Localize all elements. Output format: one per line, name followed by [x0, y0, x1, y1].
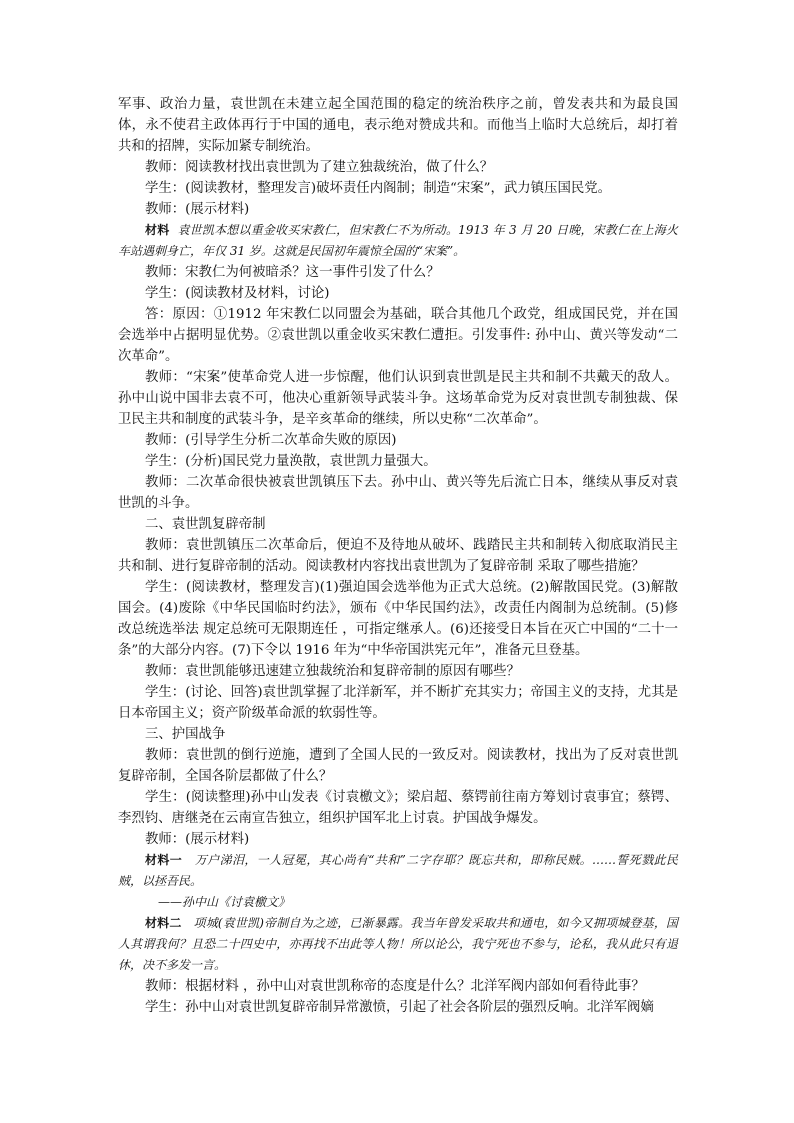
teacher-line: 教师：根据材料 ，孙中山对袁世凯称帝的态度是什么？北洋军阀内部如何看待此事？: [145, 979, 645, 994]
material-block: [118, 850, 678, 892]
material-label: 材料: [145, 223, 170, 237]
teacher-line: 教师：宋教仁为何被暗杀？这一事件引发了什么？: [145, 265, 440, 280]
answer-line: 答：原因：①1912 年宋教仁以同盟会为基础，联合其他几个政党，组成国民党，并在国会选举中占据明显优势。②袁世凯以重金收买宋教仁遭拒。引发事件: 孙中山、黄兴等发动“二次革命”。: [118, 307, 678, 364]
student-line: 学生：(阅读教材及材料，讨论): [145, 286, 330, 301]
student-line: 学生：(分析)国民党力量涣散，袁世凯力量强大。: [145, 454, 437, 469]
teacher-line: 教师：(展示材料): [145, 832, 250, 847]
student-line: 学生：孙中山对袁世凯复辟帝制异常激愤，引起了社会各阶层的强烈反响。北洋军阀嫡: [145, 1000, 654, 1015]
material-label: 材料一: [145, 853, 183, 867]
teacher-line: 教师：阅读教材找出袁世凯为了建立独裁统治，做了什么？: [145, 160, 494, 175]
material-source: ——孙中山《讨袁檄文》: [158, 895, 291, 909]
section-heading: 三、护国战争: [145, 727, 226, 742]
material-label: 材料二: [145, 916, 182, 930]
student-line: 学生：(阅读整理)孙中山发表《讨袁檄文》；梁启超、蔡锷前往南方筹划讨袁事宜；蔡锷、李烈钧、唐继尧在云南宣告独立，组织护国军北上讨袁。护国战争爆发。: [118, 790, 678, 826]
student-line: 学生：(讨论、回答)袁世凯掌握了北洋新军，并不断扩充其实力；帝国主义的支持，尤其是日本帝国主义；资产阶级革命派的软弱性等。: [118, 685, 678, 721]
material-block: [118, 913, 678, 976]
material-block: [118, 220, 678, 262]
teacher-line: 教师：袁世凯镇压二次革命后，便迫不及待地从破坏、践踏民主共和制转入彻底取消民主共和制、进行复辟帝制的活动。阅读教材内容找出袁世凯为了复辟帝制 采取了哪些措施？: [118, 538, 678, 574]
student-line: 学生：(阅读教材，整理发言)(1)强迫国会选举他为正式大总统。(2)解散国民党。(3)解散国会。(4)废除《中华民国临时约法》，颁布《中华民国约法》，改责任内阁制为总统制。(5)修改总统选举法 规定总统可无限期连任 ，可指定继承人。(6)还接受日本旨在灭亡中国的“二十一条”的大部分内容。(7)下令以 1916 年为“中华帝国洪宪元年”，准备元旦登基。: [118, 580, 678, 658]
teacher-line: 教师：袁世凯能够迅速建立独裁统治和复辟帝制的原因有哪些？: [145, 664, 520, 679]
teacher-line: 教师：(展示材料): [145, 202, 250, 217]
student-line: 学生：(阅读教材，整理发言)破坏责任内阁制；制造“宋案”，武力镇压国民党。: [145, 181, 612, 196]
teacher-line: 教师：“宋案”使革命党人进一步惊醒，他们认识到袁世凯是民主共和制不共戴天的敌人。孙中山说中国非去袁不可，他决心重新领导武装斗争。这场革命党为反对袁世凯专制独裁、保卫民主共和制度的武装斗争，是辛亥革命的继续，所以史称“二次革命”。: [118, 370, 678, 427]
section-heading: 二、袁世凯复辟帝制: [145, 517, 266, 532]
material-text: 万户涕泪，一人冠冕，其心尚有“共和”二字存耶？既忘共和，即称民贼。……誓死戮此民贼，以拯吾民。: [118, 853, 678, 888]
teacher-line: 教师：(引导学生分析二次革命失败的原因): [145, 433, 397, 448]
document-page: [118, 94, 678, 1018]
material-text: 袁世凯本想以重金收买宋教仁，但宋教仁不为所动。1913 年 3 月 20 日晚，宋教仁在上海火车站遇刺身亡，年仅 31 岁。这就是民国初年震惊全国的“宋案”。: [118, 223, 678, 258]
material-text: 项城(袁世凯)帝制自为之迹，已渐暴露。我当年曾发采取共和通电，如今又拥项城登基，国人其谓我何？且恐二十四史中，亦再找不出此等人物！所以论公，我宁死也不参与，论私，我从此只有退休，决不多发一言。: [118, 916, 678, 972]
teacher-line: 教师：袁世凯的倒行逆施，遭到了全国人民的一致反对。阅读教材，找出为了反对袁世凯复辟帝制，全国各阶层都做了什么？: [118, 748, 678, 784]
paragraph: 军事、政治力量，袁世凯在未建立起全国范围的稳定的统治秩序之前，曾发表共和为最良国体，永不使君主政体再行于中国的通电，表示绝对赞成共和。而他当上临时大总统后，却打着共和的招牌，实际加紧专制统治。: [118, 97, 678, 154]
teacher-line: 教师：二次革命很快被袁世凯镇压下去。孙中山、黄兴等先后流亡日本，继续从事反对袁世凯的斗争。: [118, 475, 678, 511]
